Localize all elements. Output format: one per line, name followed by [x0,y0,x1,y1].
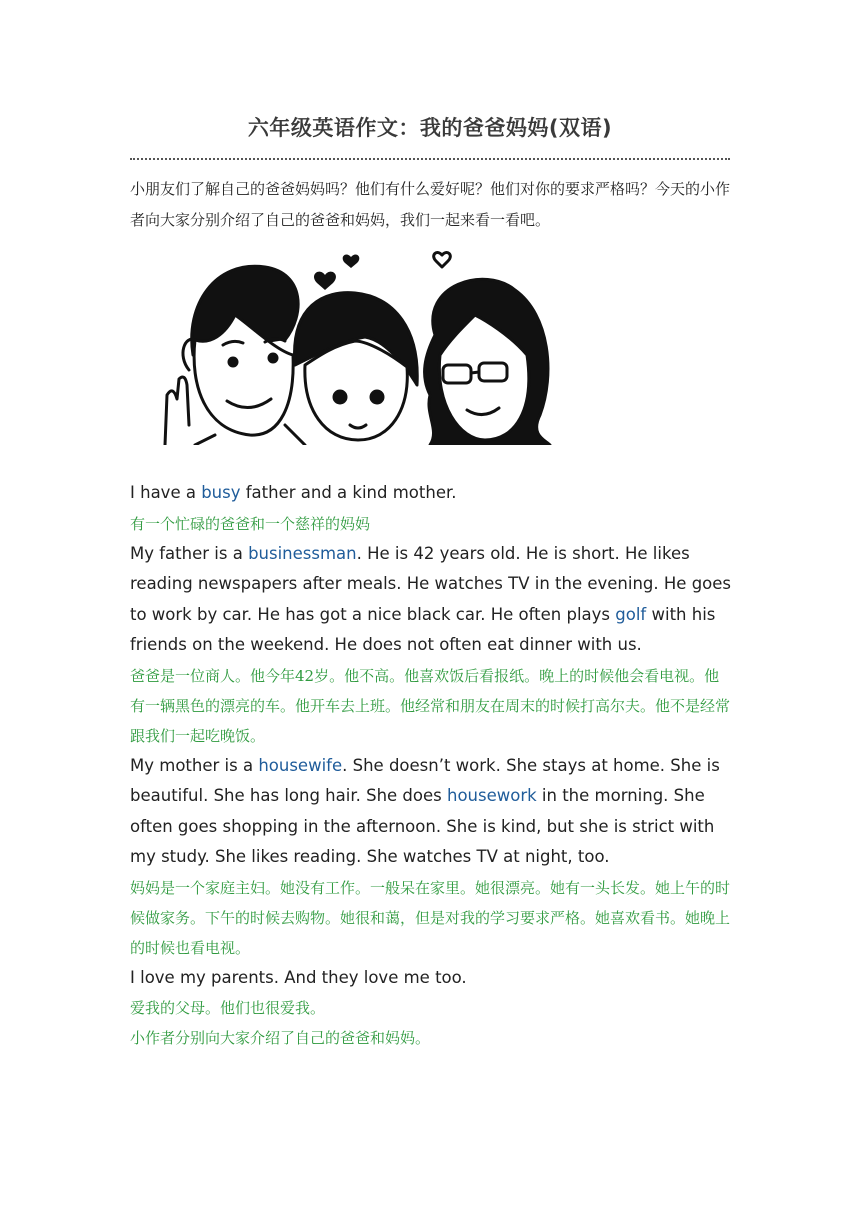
family-cartoon-illustration [155,245,560,445]
heart-icon [343,255,360,268]
essay-body [130,478,734,1053]
english-paragraph-3: My mother is a housewife. She doesn’t work. She stays at home. She is beautiful. She has long hair. She does housework in the morning. She often goes shopping in the afternoon. She is kind, but she is strict with my study. She likes reading. She watches TV at night, too. [130,755,720,866]
vocab-keyword: busy [201,483,241,502]
chinese-translation-1: 有一个忙碌的爸爸和一个慈祥的妈妈 [130,514,371,533]
vocab-keyword: housework [446,786,537,805]
chinese-translation-3: 妈妈是一个家庭主妇。她没有工作。一般呆在家里。她很漂亮。她有一头长发。她上午的时候做家务。下午的时候去购物。她很和蔼，但是对我的学习要求严格。她喜欢看书。她晚上的时候也看电视。 [130,878,731,957]
title-divider [130,158,730,160]
vocab-keyword: businessman [248,543,357,563]
vocab-keyword: housewife [258,755,343,775]
vocab-keyword: golf [615,604,647,624]
heart-icon [314,272,336,290]
english-paragraph-4: I love my parents. And they love me too. [130,967,467,987]
intro-paragraph: 小朋友们了解自己的爸爸妈妈吗？他们有什么爱好呢？他们对你的要求严格吗？今天的小作者向大家分别介绍了自己的爸爸和妈妈，我们一起来看一看吧。 [130,180,731,229]
english-paragraph-2: My father is a businessman. He is 42 years old. He is short. He likes reading newspapers after meals. He watches TV in the evening. He goes to work by car. He has got a nice black car. He often plays golf with his friends on the weekend. He does not often eat dinner with us. [130,543,732,654]
chinese-translation-2: 爸爸是一位商人。他今年42岁。他不高。他喜欢饭后看报纸。晚上的时候他会看电视。他有一辆黑色的漂亮的车。他开车去上班。他经常和朋友在周末的时候打高尔夫。他不是经常跟我们一起吃晚饭。 [130,666,731,745]
chinese-translation-4: 爱我的父母。他们也很爱我。 [130,999,326,1017]
english-paragraph-1: I have a busy father and a kind mother. [130,483,457,502]
heart-icon [434,253,451,267]
page-title: 六年级英语作文：我的爸爸妈妈(双语) [247,116,613,140]
closing-note: 小作者分别向大家介绍了自己的爸爸和妈妈。 [130,1029,431,1047]
